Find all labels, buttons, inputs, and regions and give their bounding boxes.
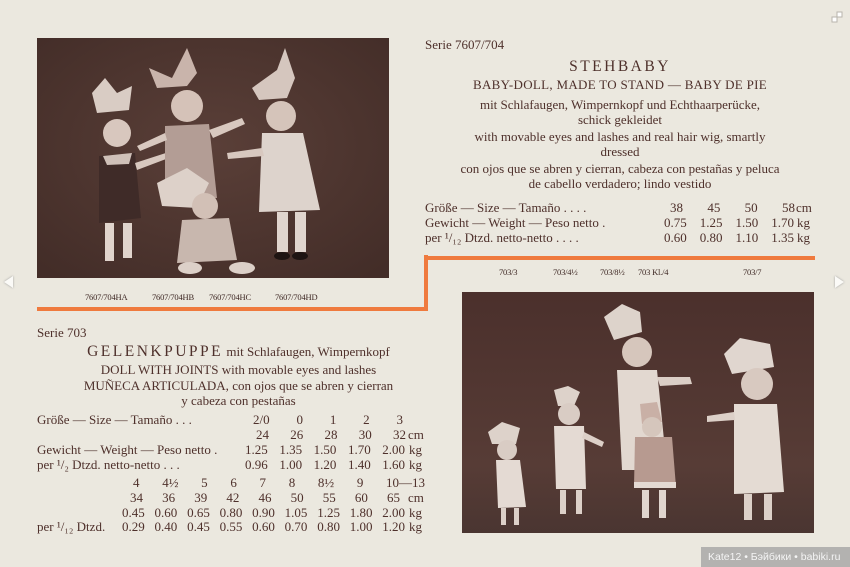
gelenkpuppe-sizes-b <box>133 475 425 491</box>
price-value: 0.96 <box>245 457 268 472</box>
gelenkpuppe-per-label-b: per ¹/₁₂ Dtzd. <box>37 519 106 534</box>
stehbaby-per-label: per ¹/₁₂ Dtzd. netto-netto . . . . <box>425 230 579 245</box>
caption-703-3: 703/3 <box>499 267 518 277</box>
size-value: 2 <box>363 412 370 427</box>
expand-fullscreen-icon[interactable] <box>831 8 843 20</box>
cm-value: 24 <box>256 427 269 442</box>
size-value: 6 <box>230 475 237 490</box>
stehbaby-english-1: with movable eyes and lashes and real hair wig, smartly <box>474 129 766 144</box>
cm-value: 32 <box>393 427 406 442</box>
price-value: 1.40 <box>347 457 371 472</box>
weight-value: 0.60 <box>154 505 178 520</box>
size-value: 4½ <box>162 475 179 490</box>
price-value: 1.60 <box>382 457 405 472</box>
price-value: 0.70 <box>284 519 308 534</box>
cm-value: 26 <box>290 427 304 442</box>
stehbaby-spanish-1: con ojos que se abren y cierran, cabeza con pestañas y peluca <box>460 161 780 176</box>
size-value: 8½ <box>317 475 335 490</box>
price-value: 0.60 <box>252 519 275 534</box>
size-value: 58 <box>781 200 795 215</box>
stehbaby-size-values <box>670 200 795 216</box>
price-value: 0.55 <box>219 519 243 534</box>
gelenkpuppe-english-line <box>37 362 440 378</box>
weight-value: 2.00 <box>382 442 405 457</box>
price-value: 0.80 <box>317 519 340 534</box>
weight-value: 1.50 <box>735 215 759 230</box>
caption-7607-704hd: 7607/704HD <box>275 292 318 302</box>
gelenkpuppe-weight-unit-b: kg <box>409 505 422 520</box>
weight-value: 2.00 <box>382 505 405 520</box>
cm-value: 46 <box>258 490 272 505</box>
photo-stehbaby-dolls <box>37 38 389 278</box>
cm-value: 36 <box>162 490 176 505</box>
gelenkpuppe-cm-unit-a: cm <box>408 427 424 442</box>
gelenkpuppe-english-caps: DOLL WITH JOINTS <box>100 362 219 377</box>
stehbaby-weight-label: Gewicht — Weight — Peso netto . <box>425 215 606 230</box>
gelenkpuppe-cm-a <box>256 427 406 443</box>
gelenkpuppe-spanish-caps: MUÑECA ARTICULADA, <box>83 378 229 393</box>
price-value: 0.80 <box>699 230 723 245</box>
stehbaby-per-unit: kg <box>797 230 810 245</box>
weight-value: 1.25 <box>699 215 723 230</box>
cm-value: 39 <box>194 490 208 505</box>
gelenkpuppe-per-label-a: per ¹/₂ Dtzd. netto-netto . . . <box>37 457 180 472</box>
gelenkpuppe-per-values-a <box>245 457 405 473</box>
caption-703-8-5: 703/8½ <box>600 267 625 277</box>
caption-7607-704ha: 7607/704HA <box>85 292 128 302</box>
price-value: 0.40 <box>154 519 178 534</box>
size-value: 38 <box>670 200 683 215</box>
size-value: 8 <box>288 475 296 490</box>
stehbaby-german-2: schick gekleidet <box>577 112 663 127</box>
size-value: 0 <box>296 412 303 427</box>
gelenkpuppe-spanish-line <box>37 378 440 394</box>
size-value: 50 <box>744 200 758 215</box>
orange-divider-vertical <box>424 255 428 311</box>
caption-703-4-5: 703/4½ <box>553 267 578 277</box>
weight-value: 0.65 <box>187 505 210 520</box>
cm-value: 42 <box>226 490 240 505</box>
stehbaby-per-values <box>664 230 794 246</box>
price-value: 1.35 <box>771 230 794 245</box>
weight-value: 0.45 <box>122 505 145 520</box>
cm-value: 28 <box>324 427 338 442</box>
price-value: 1.00 <box>349 519 373 534</box>
gelenkpuppe-cm-b <box>130 490 400 506</box>
size-value: 1 <box>329 412 337 427</box>
stehbaby-weight-values <box>664 215 794 231</box>
weight-value: 0.80 <box>219 505 243 520</box>
caption-703-7: 703/7 <box>743 267 762 277</box>
weight-value: 1.25 <box>317 505 340 520</box>
gelenkpuppe-weights-a <box>245 442 405 458</box>
photo-gelenkpuppe-dolls <box>462 292 814 533</box>
gelenkpuppe-title: GELENKPUPPE <box>87 343 224 360</box>
weight-value: 1.80 <box>349 505 373 520</box>
orange-divider-top <box>428 256 815 260</box>
next-arrow-icon[interactable] <box>835 276 844 288</box>
gelenkpuppe-weight-label: Gewicht — Weight — Peso netto . <box>37 442 218 457</box>
price-value: 0.45 <box>187 519 210 534</box>
stehbaby-german-1: mit Schlafaugen, Wimpernkopf und Echthaarperücke, <box>479 97 761 112</box>
stehbaby-english-2: dressed <box>600 144 640 159</box>
gelenkpuppe-weight-unit-a: kg <box>409 442 422 457</box>
previous-arrow-icon[interactable] <box>4 276 13 288</box>
size-value: 2/0 <box>253 412 270 427</box>
gelenkpuppe-title-line <box>37 343 440 361</box>
gelenkpuppe-cm-unit-b: cm <box>408 490 424 505</box>
price-value: 1.00 <box>279 457 303 472</box>
price-value: 0.60 <box>664 230 687 245</box>
stehbaby-spanish-2: de cabello verdadero; lindo vestido <box>528 176 712 191</box>
caption-7607-704hb: 7607/704HB <box>152 292 194 302</box>
size-value: 4 <box>133 475 140 490</box>
stehbaby-size-unit: cm <box>796 200 812 215</box>
weight-value: 1.35 <box>279 442 303 457</box>
price-value: 0.29 <box>122 519 145 534</box>
weight-value: 1.70 <box>347 442 371 457</box>
size-value: 10—13 <box>386 475 425 490</box>
weight-value: 0.75 <box>664 215 687 230</box>
price-value: 1.20 <box>313 457 337 472</box>
cm-value: 60 <box>354 490 368 505</box>
stehbaby-size-label: Größe — Size — Tamaño . . . . <box>425 200 587 215</box>
cm-value: 34 <box>130 490 143 505</box>
weight-value: 1.25 <box>245 442 268 457</box>
gelenkpuppe-per-unit-a: kg <box>409 457 422 472</box>
gelenkpuppe-title-rest: mit Schlafaugen, Wimpernkopf <box>223 344 390 359</box>
gelenkpuppe-spanish-line-2: y cabeza con pestañas <box>181 393 296 408</box>
gelenkpuppe-spanish-rest: con ojos que se abren y cierran <box>228 378 394 393</box>
watermark-credit: Kate12 • Бэйбики • babiki.ru <box>701 547 850 567</box>
caption-703-kl-4: 703 Kl./4 <box>638 267 669 277</box>
weight-value: 1.70 <box>771 215 794 230</box>
cm-value: 50 <box>290 490 304 505</box>
price-value: 1.20 <box>382 519 405 534</box>
price-value: 1.10 <box>735 230 759 245</box>
size-value: 9 <box>356 475 364 490</box>
cm-value: 65 <box>387 490 400 505</box>
stehbaby-weight-unit: kg <box>797 215 810 230</box>
serie-7607-label: Serie 7607/704 <box>425 37 505 52</box>
cm-value: 55 <box>322 490 336 505</box>
weight-value: 0.90 <box>252 505 275 520</box>
size-value: 45 <box>707 200 721 215</box>
size-value: 3 <box>396 412 403 427</box>
stehbaby-title: STEHBABY <box>569 58 671 75</box>
caption-7607-704hc: 7607/704HC <box>209 292 251 302</box>
stehbaby-subtitle: BABY-DOLL, MADE TO STAND — BABY DE PIE <box>473 77 767 92</box>
serie-703-label: Serie 703 <box>37 325 87 340</box>
weight-value: 1.50 <box>313 442 337 457</box>
gelenkpuppe-sizes-a <box>253 412 403 428</box>
gelenkpuppe-english-rest: with movable eyes and lashes <box>218 362 377 377</box>
cm-value: 30 <box>358 427 372 442</box>
size-value: 7 <box>259 475 266 490</box>
weight-value: 1.05 <box>284 505 308 520</box>
orange-divider-bottom <box>37 307 428 311</box>
size-value: 5 <box>201 475 208 490</box>
gelenkpuppe-size-label: Größe — Size — Tamaño . . . <box>37 412 192 427</box>
gelenkpuppe-per-unit-b: kg <box>409 519 422 534</box>
gelenkpuppe-per-values-b <box>122 519 405 535</box>
